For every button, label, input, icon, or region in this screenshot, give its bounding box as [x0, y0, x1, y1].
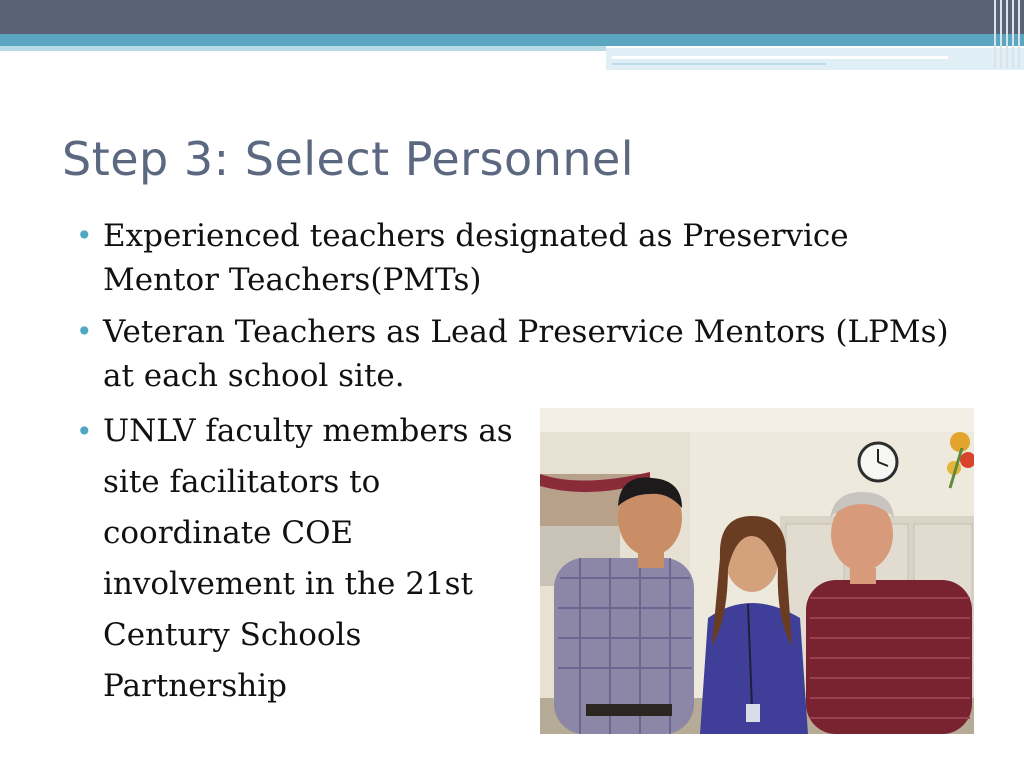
- banner-tab-line: [612, 56, 948, 59]
- top-banner: [0, 0, 1024, 34]
- bullet-item: [76, 214, 956, 302]
- bullet-text: UNLV faculty members as site facilitators to coordinate COE involvement in the 21st Century Schools Partnership: [103, 413, 513, 704]
- bullet-dot-icon: •: [76, 415, 93, 448]
- banner-tab-line-secondary: [612, 63, 826, 65]
- bullet-item: [76, 406, 533, 712]
- bullet-text: Experienced teachers designated as Preservice Mentor Teachers(PMTs): [103, 218, 849, 298]
- bullet-text: Veteran Teachers as Lead Preservice Mentors (LPMs) at each school site.: [103, 314, 949, 394]
- bullet-item: [76, 310, 956, 398]
- bullet-dot-icon: •: [76, 219, 93, 252]
- wall-clock-icon: [859, 443, 897, 481]
- corner-decoration: [992, 0, 1024, 68]
- group-photo-image: [540, 408, 974, 734]
- slide-title: Step 3: Select Personnel: [62, 132, 635, 186]
- bullet-dot-icon: •: [76, 315, 93, 348]
